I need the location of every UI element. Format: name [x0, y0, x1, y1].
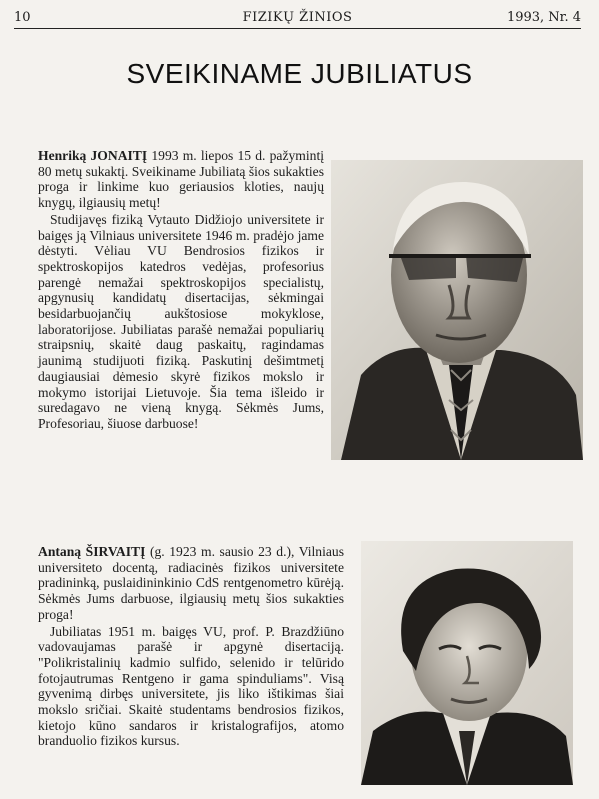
bio-jonaitis-name: Henriką JONAITĮ: [38, 148, 148, 163]
article-title: SVEIKINAME JUBILIATUS: [126, 58, 473, 89]
bio-sirvaitis-name: Antaną ŠIRVAITĮ: [38, 544, 146, 559]
bio-jonaitis: [38, 148, 324, 432]
portrait-jonaitis: [331, 160, 583, 460]
bio-sirvaitis-intro: [38, 544, 344, 623]
running-head: [14, 6, 581, 28]
bio-jonaitis-intro-text: 1993 m. liepos 15 d. pažymintį 80 metų sukaktį. Sveikiname Jubiliatą šios sukakties proga ir linkime kuo geriausios kloties, naujų knygų, ilgiausių metų!: [38, 148, 324, 211]
portrait-sirvaitis-image: [361, 541, 573, 785]
bio-sirvaitis-body: Jubiliatas 1951 m. baigęs VU, prof. P. Brazdžiūno vadovaujamas parašė ir apgynė disertaciją. "Polikristalinių kadmio sulfido, selenido ir telūrido fotojautrumas Rentgeno ir gama spinduliams". Visą gyvenimą dirbęs universitete, jis liko ištikimas šiai mokslo sričiai. Skaitė studentams bendrosios fizikos, kietojo kūno sandaros ir kristalografijos, atomo branduolio fizikos kursus.: [38, 623, 344, 749]
issue-label: 1993, Nr. 4: [506, 10, 581, 25]
portrait-jonaitis-image: [331, 160, 583, 460]
bio-sirvaitis: [38, 544, 344, 749]
journal-title: FIZIKŲ ŽINIOS: [242, 10, 353, 25]
bio-sirvaitis-intro-text: (g. 1923 m. sausio 23 d.), Vilniaus universiteto docentą, radiacinės fizikos universitete pradininką, puslaidininkinio CdS rentgenometro kūrėją. Sėkmės Jums darbuose, ilgiausių metų šios sukakties proga!: [38, 544, 344, 622]
bio-jonaitis-intro: [38, 148, 324, 211]
portrait-sirvaitis: [361, 541, 573, 785]
header-rule: [14, 28, 581, 29]
bio-jonaitis-body: Studijavęs fiziką Vytauto Didžiojo universitete ir baigęs ją Vilniaus universitete 1946 m. pradėjo jame dėstyti. Vėliau VU Bendrosios fizikos ir spektroskopijos katedros vedėjas, profesorius parengė nemažai spektroskopijos specialistų, apgynusių kandidatų disertacijas, sėkmingai besidarbuojančių aukštosiose mokyklose, laboratorijose. Jubiliatas parašė nemažai populiarių straipsnių, skaitė daug paskaitų, ragindamas jaunimą studijuoti fiziką. Paskutinį dešimtmetį daugiausiai dėmesio skyrė fizikos mokslo ir mokymo istorijai Lietuvoje. Šia tema išleido ir suredagavo ne vieną knygą. Sėkmės Jums, Profesoriau, šiuose darbuose!: [38, 211, 324, 431]
page-number: 10: [14, 10, 31, 25]
